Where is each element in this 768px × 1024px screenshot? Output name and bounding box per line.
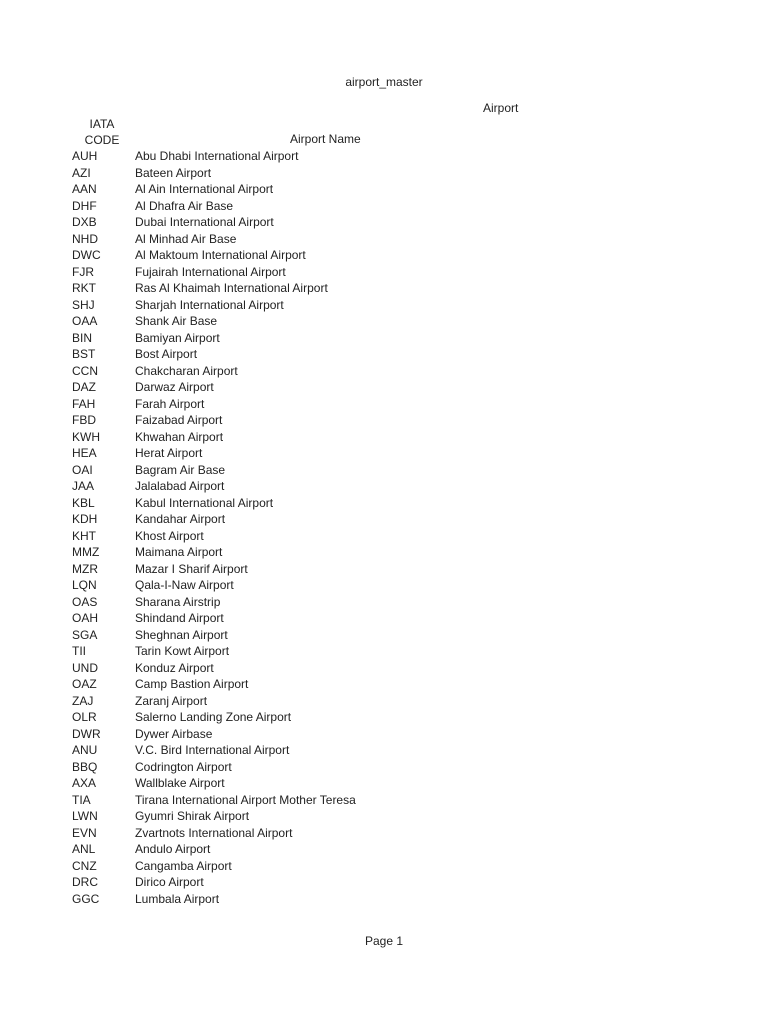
iata-code-cell: BST	[72, 347, 96, 362]
iata-code-cell: FJR	[72, 264, 94, 279]
page-number: Page 1	[364, 934, 404, 948]
airport-name-cell: Al Minhad Air Base	[135, 231, 237, 246]
iata-code-cell: FBD	[72, 413, 96, 428]
table-row	[0, 742, 768, 759]
iata-code-cell: OAA	[72, 314, 98, 329]
airport-name-cell: Khost Airport	[135, 528, 204, 543]
iata-code-cell: RKT	[72, 281, 96, 296]
airport-name-header: Airport Name	[290, 132, 361, 146]
iata-code-cell: DAZ	[72, 380, 96, 395]
table-row	[0, 726, 768, 743]
table-row	[0, 214, 768, 231]
iata-code-cell: KHT	[72, 528, 96, 543]
airport-name-cell: Faizabad Airport	[135, 413, 223, 428]
airport-name-cell: Shindand Airport	[135, 611, 224, 626]
airport-name-cell: Qala-I-Naw Airport	[135, 578, 234, 593]
table-row	[0, 627, 768, 644]
table-row	[0, 693, 768, 710]
airport-name-cell: Abu Dhabi International Airport	[135, 149, 299, 163]
table-row	[0, 165, 768, 182]
airport-name-cell: Sharana Airstrip	[135, 594, 221, 609]
document-title: airport_master	[345, 75, 423, 89]
table-row	[0, 379, 768, 396]
airport-name-cell: Zaranj Airport	[135, 693, 208, 708]
table-row	[0, 808, 768, 825]
iata-code-cell: OLR	[72, 710, 97, 725]
group-header: Airport	[483, 101, 519, 115]
airport-name-cell: Zvartnots International Airport	[135, 825, 293, 840]
iata-code-cell: DWC	[72, 248, 101, 263]
airport-name-cell: Dirico Airport	[135, 875, 204, 890]
iata-code-cell: KBL	[72, 495, 95, 510]
table-row	[0, 280, 768, 297]
table-row	[0, 495, 768, 512]
table-row	[0, 874, 768, 891]
iata-code-cell: ZAJ	[72, 693, 94, 708]
iata-code-cell: ANL	[72, 842, 96, 857]
table-row	[0, 445, 768, 462]
airport-name-cell: Kabul International Airport	[135, 495, 274, 510]
airport-name-cell: Bagram Air Base	[135, 462, 226, 477]
airport-name-cell: Tarin Kowt Airport	[135, 644, 230, 659]
iata-code-cell: DHF	[72, 198, 97, 213]
iata-code-cell: LWN	[72, 809, 98, 824]
iata-code-cell: KWH	[72, 429, 100, 444]
iata-code-cell: OAZ	[72, 677, 97, 692]
airport-name-cell: Bateen Airport	[135, 165, 212, 180]
table-row	[0, 412, 768, 429]
iata-code-cell: AUH	[72, 149, 98, 163]
table-row	[0, 610, 768, 627]
iata-code-cell: MZR	[72, 561, 98, 576]
iata-code-cell: CCN	[72, 363, 98, 378]
airport-name-cell: Lumbala Airport	[135, 891, 220, 906]
iata-code-cell: TII	[72, 644, 86, 659]
iata-code-cell: OAS	[72, 594, 98, 609]
airport-name-cell: Chakcharan Airport	[135, 363, 238, 378]
table-row	[0, 181, 768, 198]
table-row	[0, 709, 768, 726]
iata-code-cell: AAN	[72, 182, 97, 197]
airport-name-cell: Dywer Airbase	[135, 726, 213, 741]
iata-code-cell: HEA	[72, 446, 97, 461]
airport-name-cell: Fujairah International Airport	[135, 264, 286, 279]
iata-code-cell: DRC	[72, 875, 98, 890]
airport-name-cell: Bost Airport	[135, 347, 198, 362]
iata-code-cell: UND	[72, 660, 98, 675]
airport-name-cell: Codrington Airport	[135, 759, 232, 774]
iata-code-cell: SHJ	[72, 297, 95, 312]
airport-name-cell: Al Maktoum International Airport	[135, 248, 306, 263]
airport-name-cell: Wallblake Airport	[135, 776, 225, 791]
iata-header-line2: CODE	[84, 133, 120, 147]
table-row	[0, 643, 768, 660]
table-row	[0, 825, 768, 842]
table-row	[0, 313, 768, 330]
iata-code-cell: ANU	[72, 743, 98, 758]
iata-code-cell: KDH	[72, 512, 98, 527]
table-row	[0, 462, 768, 479]
table-row	[0, 676, 768, 693]
iata-code-cell: CNZ	[72, 858, 97, 873]
iata-code-header	[70, 116, 134, 148]
table-row	[0, 198, 768, 215]
airport-name-cell: Al Ain International Airport	[135, 182, 274, 197]
table-row	[0, 396, 768, 413]
iata-code-cell: LQN	[72, 578, 97, 593]
iata-header-line1: IATA	[89, 117, 115, 131]
airport-name-cell: Sharjah International Airport	[135, 297, 284, 312]
table-row	[0, 511, 768, 528]
table-row	[0, 247, 768, 264]
airport-name-cell: Darwaz Airport	[135, 380, 214, 395]
iata-code-cell: FAH	[72, 396, 96, 411]
airport-name-cell: Tirana International Airport Mother Teresa	[135, 792, 356, 807]
iata-code-cell: AXA	[72, 776, 97, 791]
airport-name-cell: Mazar I Sharif Airport	[135, 561, 248, 576]
table-row	[0, 429, 768, 446]
airport-name-cell: Shank Air Base	[135, 314, 218, 329]
airport-name-cell: Dubai International Airport	[135, 215, 274, 230]
airport-name-cell: Jalalabad Airport	[135, 479, 225, 494]
iata-code-cell: NHD	[72, 231, 98, 246]
table-row	[0, 577, 768, 594]
iata-code-cell: SGA	[72, 627, 98, 642]
airport-name-cell: Bamiyan Airport	[135, 330, 220, 345]
airport-name-cell: Andulo Airport	[135, 842, 211, 857]
airport-name-cell: Konduz Airport	[135, 660, 214, 675]
table-row	[0, 478, 768, 495]
iata-code-cell: EVN	[72, 825, 97, 840]
table-row	[0, 544, 768, 561]
airport-name-cell: Camp Bastion Airport	[135, 677, 249, 692]
iata-code-cell: DXB	[72, 215, 97, 230]
table-row	[0, 759, 768, 776]
airport-name-cell: Ras Al Khaimah International Airport	[135, 281, 328, 296]
table-row	[0, 148, 768, 165]
table-row	[0, 660, 768, 677]
table-row	[0, 264, 768, 281]
table-row	[0, 841, 768, 858]
airport-name-cell: Maimana Airport	[135, 545, 223, 560]
iata-code-cell: JAA	[72, 479, 95, 494]
table-row	[0, 528, 768, 545]
table-row	[0, 775, 768, 792]
airport-name-cell: Al Dhafra Air Base	[135, 198, 234, 213]
table-row	[0, 792, 768, 809]
iata-code-cell: GGC	[72, 891, 100, 906]
table-row	[0, 231, 768, 248]
airport-name-cell: Gyumri Shirak Airport	[135, 809, 250, 824]
table-row	[0, 858, 768, 875]
table-row	[0, 891, 768, 908]
airport-name-cell: Kandahar Airport	[135, 512, 226, 527]
iata-code-cell: BIN	[72, 330, 93, 345]
iata-code-cell: OAH	[72, 611, 99, 626]
iata-code-cell: AZI	[72, 165, 91, 180]
table-row	[0, 330, 768, 347]
iata-code-cell: OAI	[72, 462, 93, 477]
iata-code-cell: MMZ	[72, 545, 100, 560]
iata-code-cell: DWR	[72, 726, 101, 741]
airport-name-cell: Salerno Landing Zone Airport	[135, 710, 292, 725]
iata-code-cell: TIA	[72, 792, 91, 807]
iata-code-cell: BBQ	[72, 759, 98, 774]
table-row	[0, 297, 768, 314]
airport-name-cell: Sheghnan Airport	[135, 627, 228, 642]
airport-name-cell: Khwahan Airport	[135, 429, 224, 444]
airport-name-cell: Herat Airport	[135, 446, 203, 461]
airport-name-cell: Farah Airport	[135, 396, 205, 411]
table-row	[0, 363, 768, 380]
table-row	[0, 561, 768, 578]
airport-name-cell: Cangamba Airport	[135, 858, 232, 873]
table-row	[0, 594, 768, 611]
table-row	[0, 346, 768, 363]
airport-name-cell: V.C. Bird International Airport	[135, 743, 290, 758]
